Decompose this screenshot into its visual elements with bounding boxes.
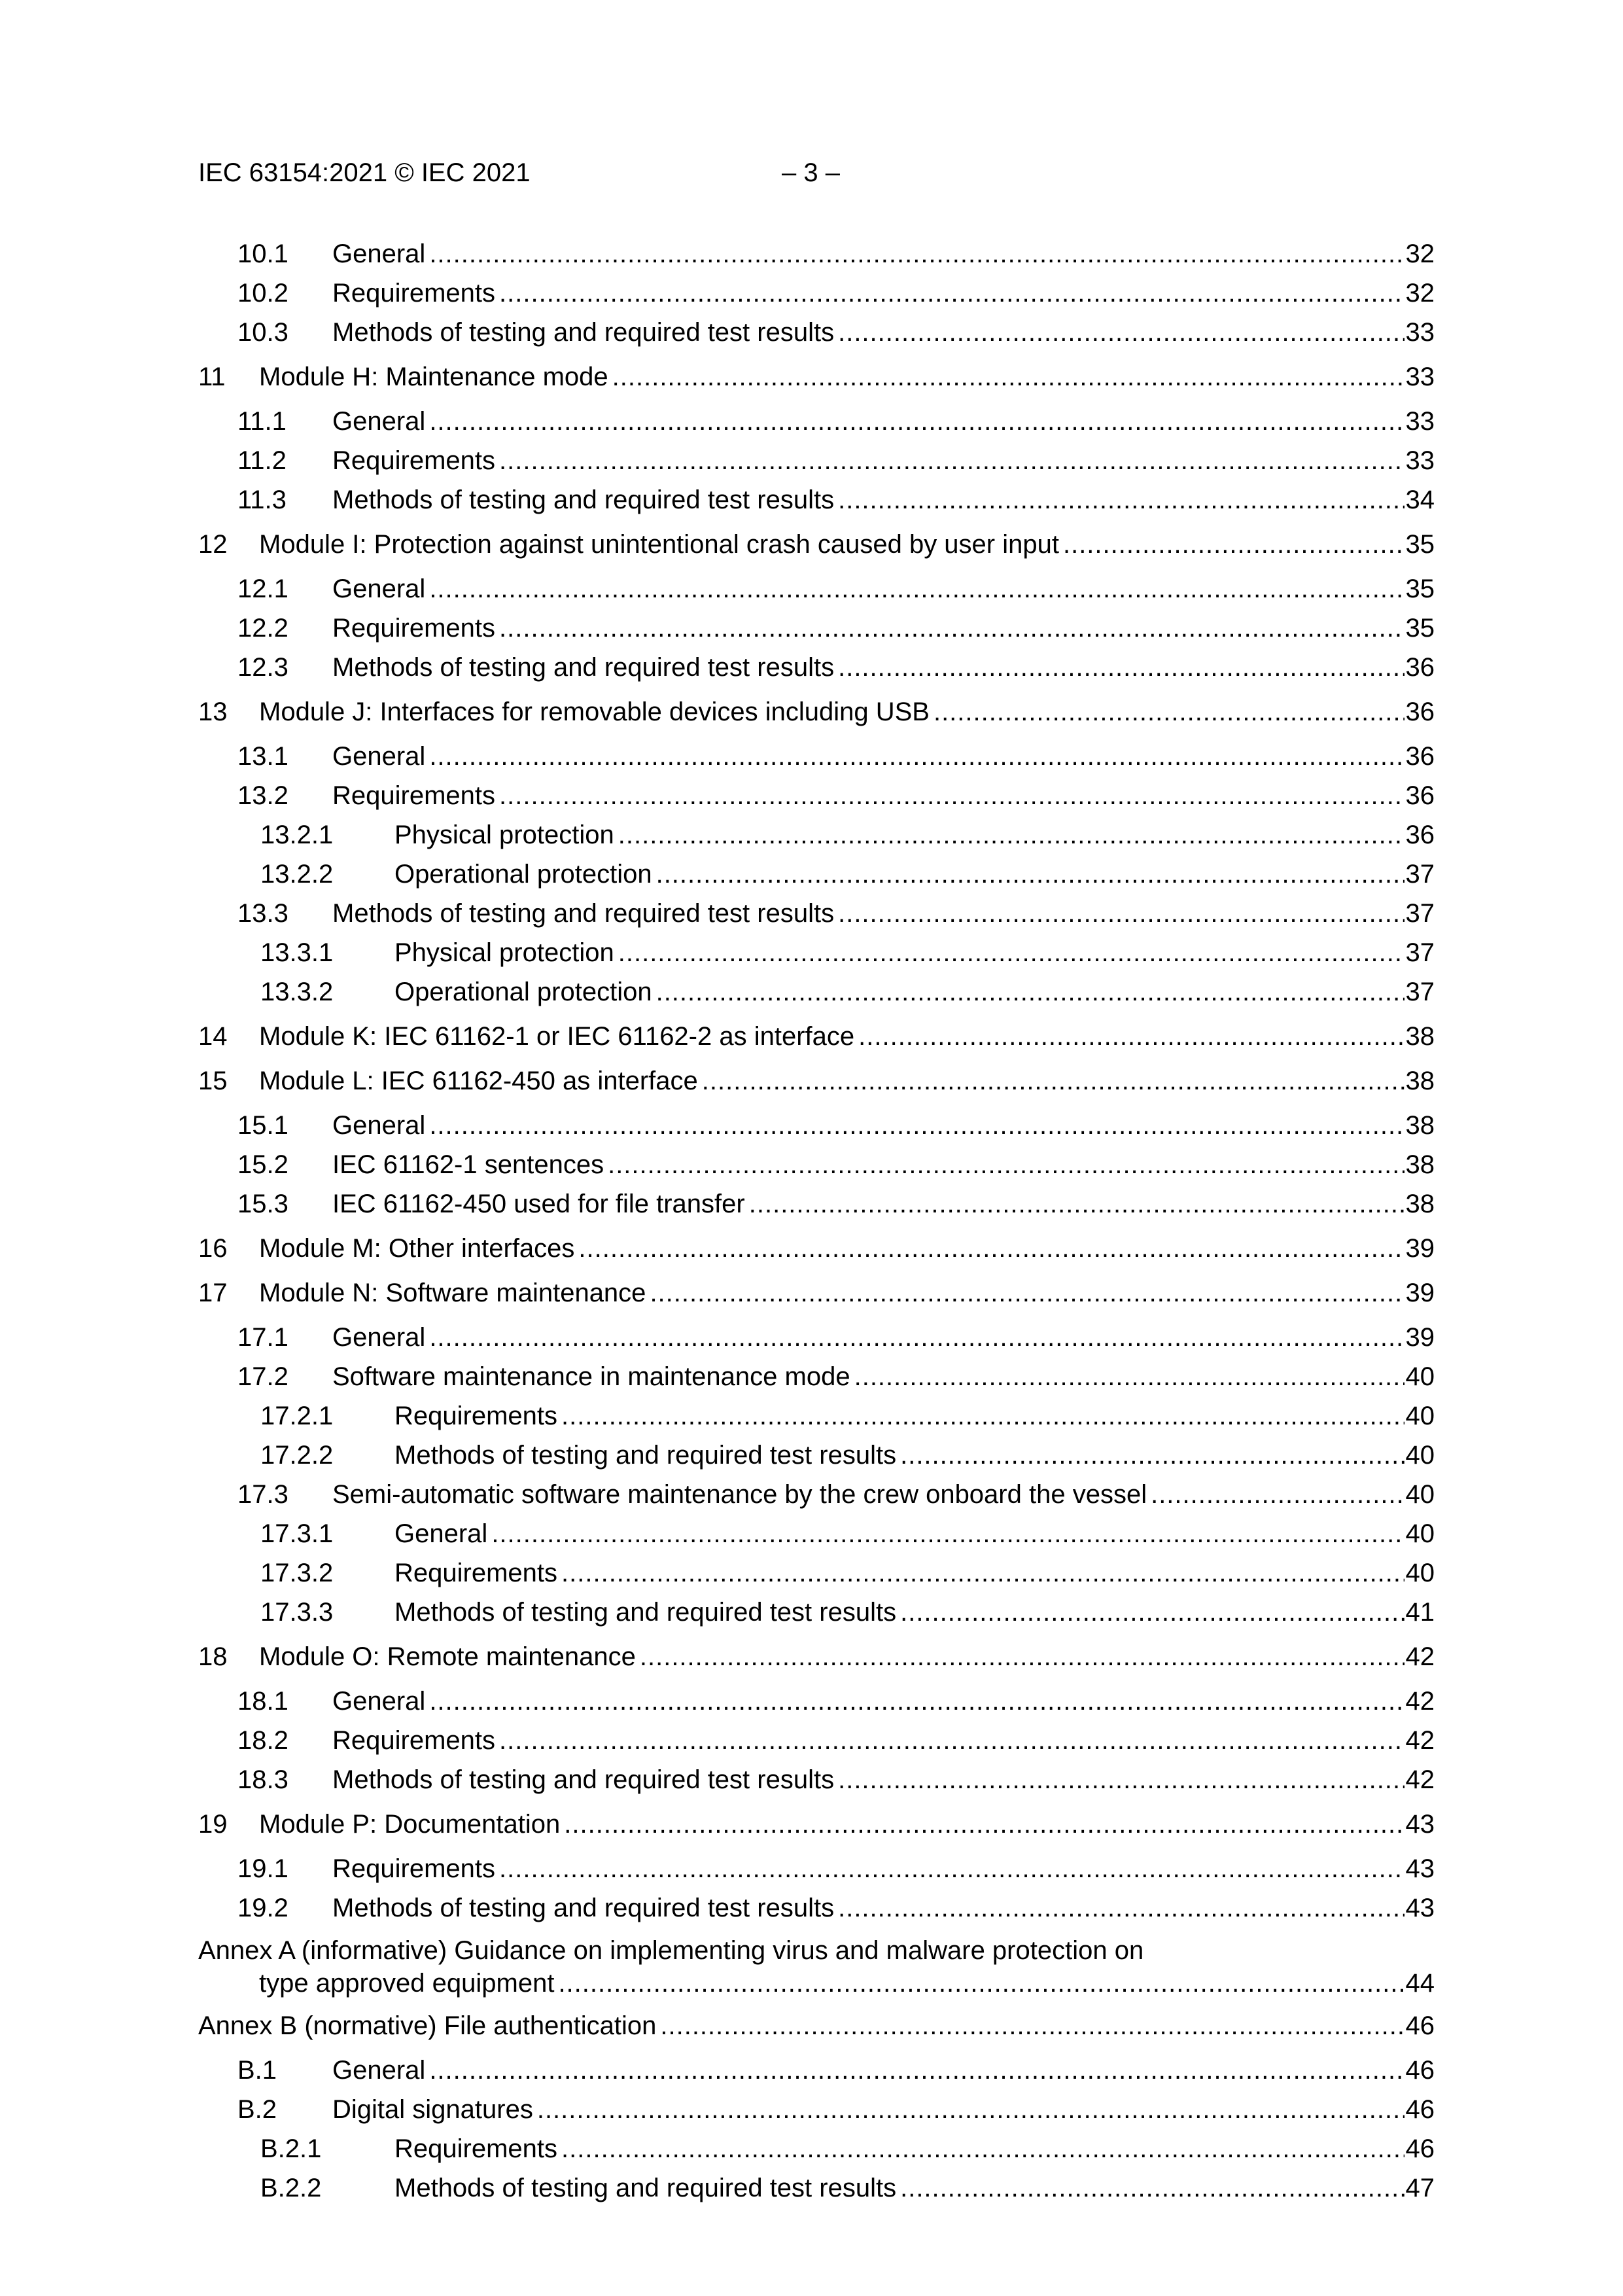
toc-entry-page: 36 <box>1405 821 1435 849</box>
toc-entry-page: 46 <box>1405 2056 1435 2085</box>
toc-entry[interactable] <box>198 777 1435 817</box>
toc-entry[interactable] <box>198 1398 1435 1437</box>
toc-entry-title: Requirements <box>332 781 496 810</box>
dot-leader <box>429 2052 1404 2091</box>
toc-entry-number: 17.2.1 <box>260 1402 334 1430</box>
toc-entry-title: Module K: IEC 61162-1 or IEC 61162-2 as interface <box>259 1022 855 1051</box>
toc-entry-page: 36 <box>1405 653 1435 682</box>
toc-entry-number: 14 <box>198 1022 228 1051</box>
dot-leader <box>561 2130 1404 2170</box>
toc-entry-number: 18.2 <box>237 1726 288 1755</box>
dot-leader <box>561 1555 1404 1594</box>
toc-entry-title: Module L: IEC 61162-450 as interface <box>259 1067 698 1095</box>
toc-entry-number: 12 <box>198 530 228 559</box>
dot-leader <box>749 1186 1405 1225</box>
toc-entry[interactable] <box>198 1722 1435 1761</box>
dot-leader <box>900 2170 1404 2209</box>
dot-leader <box>499 610 1404 649</box>
toc-entry-page: 39 <box>1405 1234 1435 1263</box>
toc-entry[interactable] <box>198 738 1435 777</box>
toc-entry-page: 37 <box>1405 938 1435 967</box>
toc-entry-chapter[interactable] <box>198 694 1435 733</box>
toc-entry-page: 39 <box>1405 1279 1435 1307</box>
toc-entry[interactable] <box>198 1850 1435 1890</box>
page-number: – 3 – <box>782 158 840 187</box>
toc-entry[interactable] <box>198 649 1435 688</box>
toc-entry-number: 19.2 <box>237 1894 288 1922</box>
toc-entry[interactable] <box>198 1476 1435 1515</box>
toc-entry-page: 34 <box>1405 486 1435 514</box>
toc-entry-chapter[interactable] <box>198 1806 1435 1845</box>
toc-entry-page: 38 <box>1405 1190 1435 1218</box>
toc-entry[interactable] <box>198 974 1435 1013</box>
toc-entry-page: 47 <box>1405 2174 1435 2202</box>
toc-entry-number: 17.1 <box>237 1323 288 1352</box>
dot-leader <box>656 974 1405 1013</box>
dot-leader <box>838 895 1404 934</box>
toc-entry-number: 17.3.2 <box>260 1559 334 1587</box>
toc-entry-title: Methods of testing and required test results <box>394 1598 897 1627</box>
toc-entry-page: 35 <box>1405 614 1435 643</box>
toc-entry[interactable] <box>198 1594 1435 1633</box>
toc-entry-title: Module M: Other interfaces <box>259 1234 575 1263</box>
toc-entry-title: Methods of testing and required test results <box>332 318 835 347</box>
toc-entry-page: 46 <box>1405 2095 1435 2124</box>
toc-entry-number: 18.3 <box>237 1765 288 1794</box>
toc-entry-number: 13.2.1 <box>260 821 334 849</box>
toc-entry[interactable] <box>198 314 1435 353</box>
toc-entry-number: 17.3 <box>237 1480 288 1509</box>
toc-entry-page: 38 <box>1405 1150 1435 1179</box>
toc-entry-number: 10.3 <box>237 318 288 347</box>
toc-entry-title: Module O: Remote maintenance <box>259 1642 636 1671</box>
toc-entry-number: 12.3 <box>237 653 288 682</box>
toc-entry-number: 13.3 <box>237 899 288 928</box>
dot-leader <box>499 1850 1404 1890</box>
toc-entry[interactable] <box>198 2130 1435 2170</box>
toc-entry-title: Software maintenance in maintenance mode <box>332 1362 850 1391</box>
toc-entry[interactable] <box>198 817 1435 856</box>
toc-entry-page: 42 <box>1405 1642 1435 1671</box>
dot-leader <box>838 314 1404 353</box>
toc-entry-title: Requirements <box>394 1402 558 1430</box>
dot-leader <box>854 1358 1405 1398</box>
toc-entry-page: 40 <box>1405 1519 1435 1548</box>
toc-entry-number: 12.1 <box>237 574 288 603</box>
dot-leader <box>934 694 1405 733</box>
toc-entry-page: 33 <box>1405 407 1435 436</box>
dot-leader <box>429 236 1404 275</box>
toc-entry-chapter[interactable] <box>198 1230 1435 1269</box>
dot-leader <box>578 1230 1404 1269</box>
toc-entry-number: 13.3.1 <box>260 938 334 967</box>
toc-entry[interactable] <box>198 1319 1435 1358</box>
dot-leader <box>429 571 1404 610</box>
toc-entry-title: Module P: Documentation <box>259 1810 561 1839</box>
dot-leader <box>640 1638 1405 1678</box>
toc-entry-page: 38 <box>1405 1022 1435 1051</box>
dot-leader <box>702 1063 1405 1102</box>
toc-entry[interactable] <box>198 1890 1435 1929</box>
toc-entry-number: 19.1 <box>237 1854 288 1883</box>
toc-entry-title: Module H: Maintenance mode <box>259 362 608 391</box>
dot-leader <box>838 1890 1404 1929</box>
dot-leader <box>429 738 1404 777</box>
toc-entry-title: Physical protection <box>394 938 614 967</box>
toc-entry[interactable] <box>198 2170 1435 2209</box>
dot-leader <box>561 1398 1404 1437</box>
dot-leader <box>429 1107 1404 1146</box>
toc-entry-title: type approved equipment <box>259 1969 555 1998</box>
toc-entry-title: General <box>332 2056 426 2085</box>
toc-entry-page: 35 <box>1405 574 1435 603</box>
toc-entry-chapter[interactable] <box>198 1638 1435 1678</box>
dot-leader <box>429 1319 1404 1358</box>
toc-entry-page: 43 <box>1405 1894 1435 1922</box>
toc-entry-page: 40 <box>1405 1402 1435 1430</box>
toc-entry-number: 10.2 <box>237 279 288 308</box>
dot-leader <box>838 649 1404 688</box>
toc-entry-page: 40 <box>1405 1362 1435 1391</box>
dot-leader <box>650 1275 1404 1314</box>
toc-entry-title: Methods of testing and required test results <box>332 486 835 514</box>
toc-entry-page: 32 <box>1405 279 1435 308</box>
dot-leader <box>499 275 1404 314</box>
toc-entry-page: 43 <box>1405 1854 1435 1883</box>
toc-entry-number: 13 <box>198 698 228 726</box>
toc-entry-page: 33 <box>1405 446 1435 475</box>
toc-entry-number: B.2.1 <box>260 2134 322 2163</box>
toc-entry-title: Annex B (normative) File authentication <box>198 2011 657 2040</box>
toc-entry-page: 33 <box>1405 362 1435 391</box>
toc-entry-title: Methods of testing and required test results <box>332 1894 835 1922</box>
toc-entry[interactable] <box>198 1555 1435 1594</box>
toc-entry-title: Digital signatures <box>332 2095 533 2124</box>
dot-leader <box>564 1806 1404 1845</box>
toc-entry-page: 36 <box>1405 742 1435 771</box>
toc-entry[interactable] <box>198 610 1435 649</box>
dot-leader <box>858 1018 1404 1057</box>
dot-leader <box>900 1437 1404 1476</box>
toc-entry[interactable] <box>198 856 1435 895</box>
toc-entry-title: IEC 61162-450 used for file transfer <box>332 1190 745 1218</box>
toc-entry[interactable] <box>198 2091 1435 2130</box>
toc-entry-page: 37 <box>1405 978 1435 1006</box>
toc-entry-title-line: Annex A (informative) Guidance on implementing virus and malware protection on <box>198 1936 1144 1965</box>
dot-leader <box>900 1594 1404 1633</box>
toc-entry[interactable] <box>198 1437 1435 1476</box>
toc-entry[interactable] <box>198 1683 1435 1722</box>
toc-entry-page: 44 <box>1405 1969 1435 1998</box>
toc-entry-page: 37 <box>1405 860 1435 889</box>
toc-entry-page: 42 <box>1405 1687 1435 1716</box>
toc-entry-number: 13.1 <box>237 742 288 771</box>
dot-leader <box>1151 1476 1404 1515</box>
toc-entry-page: 38 <box>1405 1111 1435 1140</box>
toc-entry-number: 10.1 <box>237 239 288 268</box>
toc-entry-chapter[interactable] <box>198 526 1435 565</box>
toc-entry[interactable] <box>198 895 1435 934</box>
toc-entry-page: 40 <box>1405 1559 1435 1587</box>
dot-leader <box>618 817 1405 856</box>
dot-leader <box>656 856 1405 895</box>
toc-entry[interactable] <box>198 1186 1435 1225</box>
toc-entry-title: Requirements <box>332 614 496 643</box>
toc-entry-number: 13.2.2 <box>260 860 334 889</box>
table-of-contents <box>198 236 1435 2209</box>
toc-entry-number: 17.2.2 <box>260 1441 334 1470</box>
toc-entry-number: B.2 <box>237 2095 277 2124</box>
toc-entry-page: 43 <box>1405 1810 1435 1839</box>
dot-leader <box>537 2091 1405 2130</box>
toc-entry[interactable] <box>198 1146 1435 1186</box>
toc-entry-title: Requirements <box>332 1854 496 1883</box>
toc-entry-chapter[interactable] <box>198 1018 1435 1057</box>
toc-entry[interactable] <box>198 482 1435 521</box>
toc-entry-number: 15 <box>198 1067 228 1095</box>
toc-entry-number: 17.3.1 <box>260 1519 334 1548</box>
toc-entry-title: General <box>332 574 426 603</box>
toc-entry-page: 41 <box>1405 1598 1435 1627</box>
toc-entry-title: Methods of testing and required test results <box>332 899 835 928</box>
toc-entry-page: 46 <box>1405 2011 1435 2040</box>
toc-entry-title: Module J: Interfaces for removable devices including USB <box>259 698 930 726</box>
dot-leader <box>838 1761 1404 1801</box>
document-reference: IEC 63154:2021 © IEC 2021 <box>198 158 531 187</box>
toc-entry-title: Requirements <box>394 1559 558 1587</box>
toc-entry-number: 18 <box>198 1642 228 1671</box>
toc-entry-title: General <box>332 742 426 771</box>
toc-entry-title: Requirements <box>394 2134 558 2163</box>
toc-entry-title: IEC 61162-1 sentences <box>332 1150 604 1179</box>
toc-entry-page: 38 <box>1405 1067 1435 1095</box>
dot-leader <box>608 1146 1404 1186</box>
toc-entry-page: 36 <box>1405 698 1435 726</box>
toc-entry-page: 36 <box>1405 781 1435 810</box>
toc-entry-number: 15.3 <box>237 1190 288 1218</box>
page-header <box>198 158 1441 195</box>
toc-entry[interactable] <box>198 2052 1435 2091</box>
dot-leader <box>618 934 1405 974</box>
toc-entry-title: General <box>394 1519 488 1548</box>
toc-entry-number: 12.2 <box>237 614 288 643</box>
toc-entry-page: 33 <box>1405 318 1435 347</box>
toc-entry-number: B.2.2 <box>260 2174 322 2202</box>
toc-entry-number: 11.2 <box>237 446 287 475</box>
toc-entry-title: General <box>332 1323 426 1352</box>
toc-entry-number: 13.2 <box>237 781 288 810</box>
toc-entry-number: 19 <box>198 1810 228 1839</box>
toc-entry[interactable] <box>198 236 1435 275</box>
dot-leader <box>491 1515 1404 1555</box>
toc-entry-number: 15.2 <box>237 1150 288 1179</box>
toc-entry-title: Operational protection <box>394 978 652 1006</box>
toc-entry-page: 32 <box>1405 239 1435 268</box>
toc-entry-number: 17 <box>198 1279 228 1307</box>
toc-entry-page: 46 <box>1405 2134 1435 2163</box>
toc-entry-title: Module I: Protection against unintentional crash caused by user input <box>259 530 1059 559</box>
toc-entry-page: 37 <box>1405 899 1435 928</box>
toc-entry-number: 11.1 <box>237 407 287 436</box>
toc-entry-number: 17.2 <box>237 1362 288 1391</box>
toc-entry-title: Methods of testing and required test results <box>394 2174 897 2202</box>
toc-entry-title: General <box>332 1687 426 1716</box>
toc-entry-title: Physical protection <box>394 821 614 849</box>
toc-entry-number: 11 <box>198 362 226 391</box>
toc-entry-title: Methods of testing and required test results <box>332 653 835 682</box>
toc-entry-page: 40 <box>1405 1480 1435 1509</box>
dot-leader <box>499 1722 1404 1761</box>
toc-entry-title: Methods of testing and required test results <box>394 1441 897 1470</box>
toc-entry[interactable] <box>198 275 1435 314</box>
toc-entry-number: 15.1 <box>237 1111 288 1140</box>
toc-entry-page: 39 <box>1405 1323 1435 1352</box>
toc-entry-chapter[interactable] <box>198 1063 1435 1102</box>
dot-leader <box>429 1683 1404 1722</box>
toc-entry-number: 17.3.3 <box>260 1598 334 1627</box>
dot-leader <box>558 1967 1404 2002</box>
toc-entry[interactable] <box>198 1515 1435 1555</box>
dot-leader <box>429 403 1404 442</box>
dot-leader <box>660 2007 1404 2047</box>
toc-entry-title: General <box>332 239 426 268</box>
toc-entry-page: 42 <box>1405 1765 1435 1794</box>
toc-entry[interactable] <box>198 934 1435 974</box>
toc-entry-annex[interactable] <box>198 2007 1435 2047</box>
toc-entry-title: Semi-automatic software maintenance by the crew onboard the vessel <box>332 1480 1147 1509</box>
dot-leader <box>838 482 1404 521</box>
toc-entry-title: General <box>332 407 426 436</box>
toc-entry-annex[interactable] <box>198 1934 1435 2002</box>
dot-leader <box>499 777 1404 817</box>
toc-entry-title: General <box>332 1111 426 1140</box>
toc-entry[interactable] <box>198 403 1435 442</box>
dot-leader <box>612 359 1405 398</box>
toc-entry-title: Requirements <box>332 279 496 308</box>
toc-entry[interactable] <box>198 442 1435 482</box>
toc-entry-number: B.1 <box>237 2056 277 2085</box>
toc-entry-chapter[interactable] <box>198 1275 1435 1314</box>
toc-entry-number: 18.1 <box>237 1687 288 1716</box>
toc-entry-page: 42 <box>1405 1726 1435 1755</box>
toc-entry[interactable] <box>198 1107 1435 1146</box>
toc-entry-title: Requirements <box>332 446 496 475</box>
toc-entry-number: 11.3 <box>237 486 287 514</box>
dot-leader <box>1063 526 1405 565</box>
toc-entry[interactable] <box>198 1761 1435 1801</box>
toc-entry-number: 13.3.2 <box>260 978 334 1006</box>
toc-entry-title: Module N: Software maintenance <box>259 1279 646 1307</box>
toc-entry-title: Requirements <box>332 1726 496 1755</box>
toc-entry[interactable] <box>198 571 1435 610</box>
toc-entry-title: Operational protection <box>394 860 652 889</box>
toc-entry-title: Methods of testing and required test results <box>332 1765 835 1794</box>
toc-entry[interactable] <box>198 1358 1435 1398</box>
toc-entry-page: 35 <box>1405 530 1435 559</box>
toc-entry-number: 16 <box>198 1234 228 1263</box>
dot-leader <box>499 442 1404 482</box>
toc-entry-chapter[interactable] <box>198 359 1435 398</box>
toc-entry-page: 40 <box>1405 1441 1435 1470</box>
